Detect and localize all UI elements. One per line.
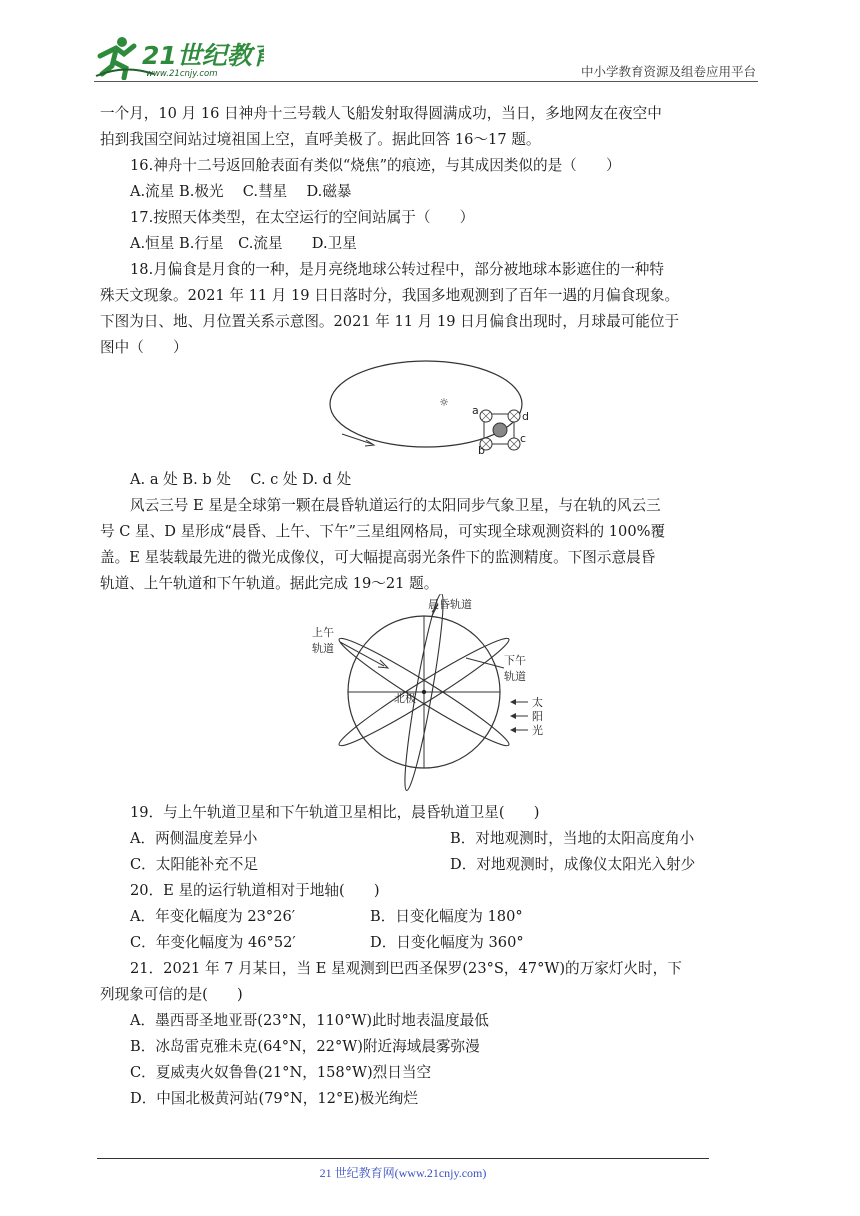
q21-stem-line: 列现象可信的是( ) xyxy=(100,986,243,1003)
passage-line: 盖。E 星装载最先进的微光成像仪，可大幅提高弱光条件下的监测精度。下图示意晨昏 xyxy=(100,549,656,566)
q19-stem: 19．与上午轨道卫星和下午轨道卫星相比，晨昏轨道卫星( ) xyxy=(130,804,540,821)
q21-stem-line: 21．2021 年 7 月某日，当 E 星观测到巴西圣保罗(23°S，47°W)的万家灯火时，下 xyxy=(130,960,682,977)
label-d: d xyxy=(522,410,529,423)
q20-option-a: A．年变化幅度为 23°26′ xyxy=(130,908,296,925)
question-block-1 xyxy=(100,101,760,361)
label-c: c xyxy=(520,432,527,445)
q21-option-c: C．夏威夷火奴鲁鲁(21°N，158°W)烈日当空 xyxy=(130,1064,432,1081)
label-morning-1: 上午 xyxy=(312,626,334,639)
q16-stem: 16.神舟十二号返回舱表面有类似“烧焦”的痕迹，与其成因类似的是（ ） xyxy=(130,157,621,174)
label-terminator-orbit: 晨昏轨道 xyxy=(428,598,472,611)
q20-option-b: B．日变化幅度为 180° xyxy=(370,908,523,925)
q18-stem-line: 下图为日、地、月位置关系示意图。2021 年 11 月 19 日月偏食出现时，月球最可能位于 xyxy=(100,313,680,330)
q19-option-d: D．对地观测时，成像仪太阳光入射少 xyxy=(450,856,696,873)
label-sun-2: 阳 xyxy=(532,710,543,723)
q16-options: A.流星 B.极光 C.彗星 D.磁暴 xyxy=(130,183,352,200)
platform-name: 中小学教育资源及组卷应用平台 xyxy=(580,64,756,79)
q19-options-row xyxy=(100,852,760,878)
q21-option-d: D．中国北极黄河站(79°N，12°E)极光绚烂 xyxy=(130,1090,418,1107)
q18-stem-line: 殊天文现象。2021 年 11 月 19 日日落时分，我国多地观测到了百年一遇的月偏食现象。 xyxy=(100,287,680,304)
footer-link[interactable]: 21 世纪教育网(www.21cnjy.com) xyxy=(319,1166,487,1180)
label-a: a xyxy=(472,404,479,417)
q19-option-b: B．对地观测时，当地的太阳高度角小 xyxy=(450,830,695,847)
intro-line: 拍到我国空间站过境祖国上空，直呼美极了。据此回答 16～17 题。 xyxy=(100,131,541,148)
label-sun-3: 光 xyxy=(532,724,543,737)
orbit-diagram xyxy=(300,594,560,804)
q20-stem: 20．E 星的运行轨道相对于地轴( ) xyxy=(130,882,380,899)
q17-options: A.恒星 B.行星 C.流星 D.卫星 xyxy=(130,235,357,252)
label-north-pole: 北极 xyxy=(394,692,416,705)
label-b: b xyxy=(478,444,485,457)
site-logo[interactable] xyxy=(94,34,264,80)
footer-divider xyxy=(97,1158,709,1159)
q19-option-a: A．两侧温度差异小 xyxy=(130,830,258,847)
q20-options-row xyxy=(100,930,760,956)
passage-line: 轨道、上午轨道和下午轨道。据此完成 19～21 题。 xyxy=(100,575,439,592)
q20-option-c: C．年变化幅度为 46°52′ xyxy=(130,934,296,951)
label-afternoon-2: 轨道 xyxy=(504,670,526,683)
q19-option-c: C．太阳能补充不足 xyxy=(130,856,258,873)
q19-options-row xyxy=(100,826,760,852)
q17-stem: 17.按照天体类型，在太空运行的空间站属于（ ） xyxy=(130,209,475,226)
q21-option-a: A．墨西哥圣地亚哥(23°N，110°W)此时地表温度最低 xyxy=(130,1012,489,1029)
intro-line: 一个月，10 月 16 日神舟十三号载人飞船发射取得圆满成功，当日，多地网友在夜空中 xyxy=(100,105,662,122)
earth-icon xyxy=(493,423,507,437)
earth-orbit xyxy=(330,361,522,447)
q20-options-row xyxy=(100,904,760,930)
logo-url: www.21cnjy.com xyxy=(146,69,218,79)
runner-logo-icon xyxy=(94,34,264,80)
passage-line: 风云三号 E 星是全球第一颗在晨昏轨道运行的太阳同步气象卫星，与在轨的风云三 xyxy=(130,497,661,514)
sun-icon: ☼ xyxy=(439,396,449,409)
q18-stem-line: 图中（ ） xyxy=(100,339,188,356)
label-sun-1: 太 xyxy=(532,696,543,709)
q18-options: A. a 处 B. b 处 C. c 处 D. d 处 xyxy=(130,471,352,488)
header-divider xyxy=(94,81,758,82)
label-morning-2: 轨道 xyxy=(312,642,334,655)
question-block-3 xyxy=(100,800,760,1112)
question-block-2 xyxy=(100,467,760,597)
q21-option-b: B．冰岛雷克雅未克(64°N，22°W)附近海域晨雾弥漫 xyxy=(130,1038,480,1055)
q20-option-d: D．日变化幅度为 360° xyxy=(370,934,524,951)
logo-text: 21世纪教育 xyxy=(142,41,264,70)
q18-stem-line: 18.月偏食是月食的一种，是月亮绕地球公转过程中，部分被地球本影遮住的一种特 xyxy=(130,261,664,278)
sunlight-arrows xyxy=(510,699,528,733)
passage-line: 号 C 星、D 星形成“晨昏、上午、下午”三星组网格局，可实现全球观测资料的 100%覆 xyxy=(100,523,666,540)
label-afternoon-1: 下午 xyxy=(504,654,526,667)
orbit-figure xyxy=(320,356,540,460)
